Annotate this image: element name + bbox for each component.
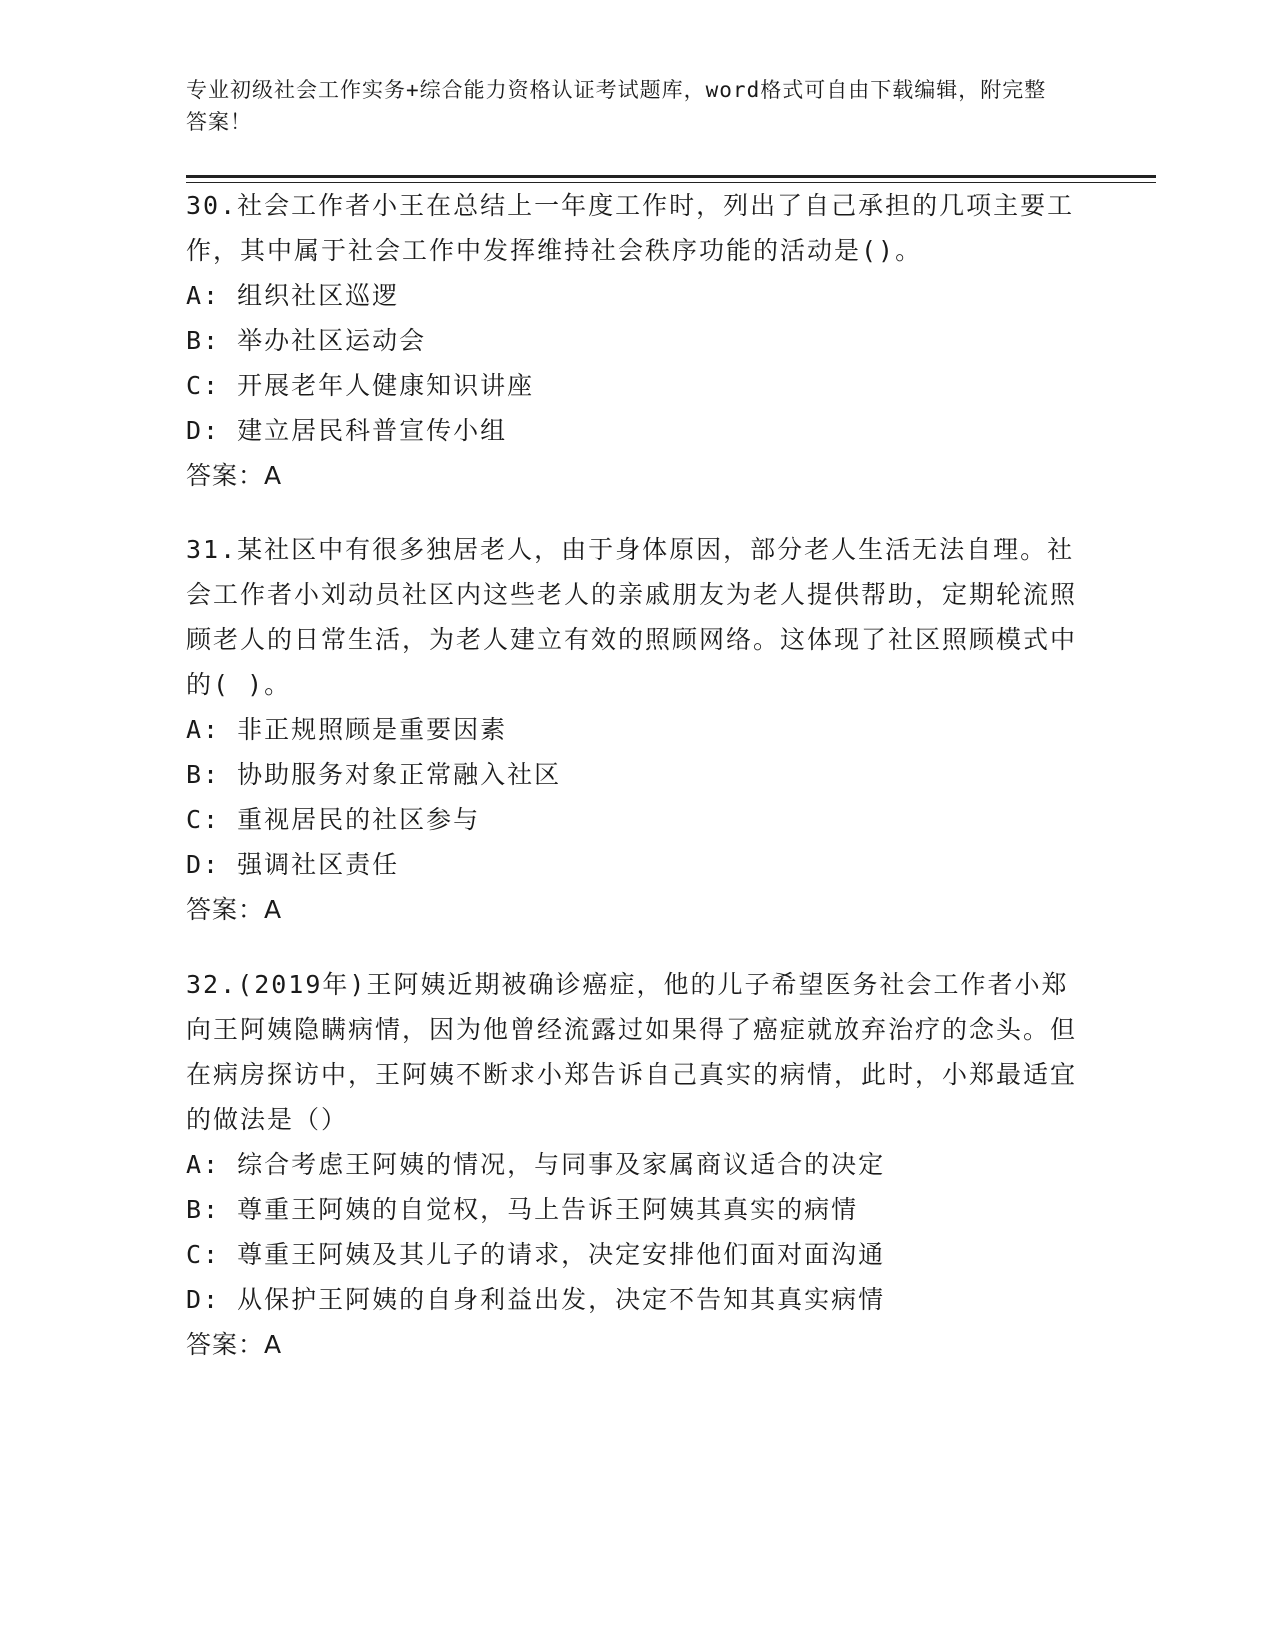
option-list bbox=[186, 1142, 1086, 1322]
answer-line: 答案：A bbox=[186, 895, 283, 924]
option-a: A: 非正规照顾是重要因素 bbox=[186, 715, 508, 744]
option-c: C: 开展老年人健康知识讲座 bbox=[186, 371, 535, 400]
question-stem: 30.社会工作者小王在总结上一年度工作时，列出了自己承担的几项主要工作，其中属于社会工作中发挥维持社会秩序功能的活动是()。 bbox=[186, 191, 1075, 265]
option-list bbox=[186, 273, 1086, 453]
option-d: D: 强调社区责任 bbox=[186, 850, 400, 879]
option-a: A: 综合考虑王阿姨的情况，与同事及家属商议适合的决定 bbox=[186, 1150, 886, 1179]
option-c: C: 重视居民的社区参与 bbox=[186, 805, 481, 834]
question-32 bbox=[186, 962, 1086, 1367]
document-header: 专业初级社会工作实务+综合能力资格认证考试题库，word格式可自由下载编辑，附完整答案！ bbox=[186, 78, 1047, 134]
option-c: C: 尊重王阿姨及其儿子的请求，决定安排他们面对面沟通 bbox=[186, 1240, 886, 1269]
option-d: D: 建立居民科普宣传小组 bbox=[186, 416, 508, 445]
option-b: B: 协助服务对象正常融入社区 bbox=[186, 760, 562, 789]
question-30 bbox=[186, 183, 1086, 498]
answer-line: 答案：A bbox=[186, 461, 283, 490]
question-stem: 31.某社区中有很多独居老人，由于身体原因，部分老人生活无法自理。社会工作者小刘动员社区内这些老人的亲戚朋友为老人提供帮助，定期轮流照顾老人的日常生活，为老人建立有效的照顾网络。这体现了社区照顾模式中的( )。 bbox=[186, 535, 1078, 699]
question-31 bbox=[186, 527, 1086, 932]
option-b: B: 举办社区运动会 bbox=[186, 326, 427, 355]
option-b: B: 尊重王阿姨的自觉权，马上告诉王阿姨其真实的病情 bbox=[186, 1195, 859, 1224]
answer-line: 答案：A bbox=[186, 1330, 283, 1359]
option-d: D: 从保护王阿姨的自身利益出发，决定不告知其真实病情 bbox=[186, 1285, 886, 1314]
option-a: A: 组织社区巡逻 bbox=[186, 281, 400, 310]
option-list bbox=[186, 707, 1086, 887]
header-divider-thick bbox=[186, 175, 1156, 178]
question-stem: 32.(2019年)王阿姨近期被确诊癌症，他的儿子希望医务社会工作者小郑向王阿姨隐瞒病情，因为他曾经流露过如果得了癌症就放弃治疗的念头。但在病房探访中，王阿姨不断求小郑告诉自己真实的病情，此时，小郑最适宜的做法是（） bbox=[186, 970, 1078, 1134]
